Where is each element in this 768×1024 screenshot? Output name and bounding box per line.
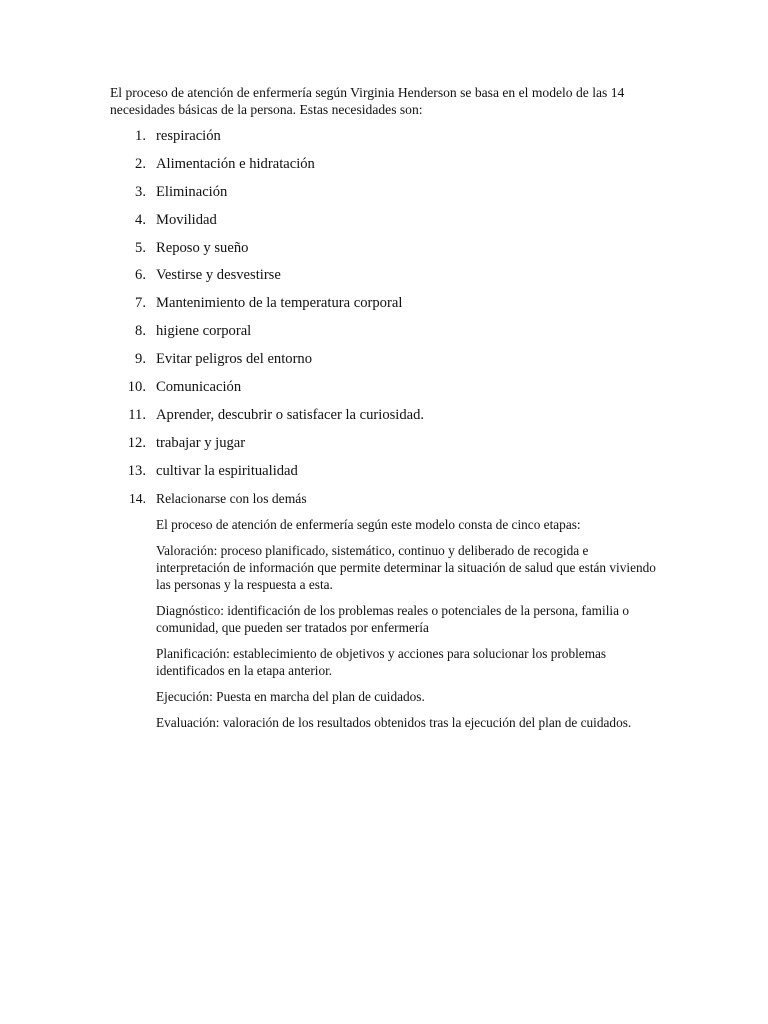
list-item <box>110 154 670 182</box>
list-item <box>110 210 670 238</box>
needs-list <box>110 126 670 516</box>
list-item-text: Aprender, descubrir o satisfacer la curiosidad. <box>156 406 425 423</box>
stage-paragraph-evaluacion: Evaluación: valoración de los resultados obtenidos tras la ejecución del plan de cuidados. <box>156 715 632 730</box>
list-item-number: 14. <box>129 490 146 506</box>
list-item-text: Eliminación <box>156 183 228 200</box>
list-item <box>110 293 670 321</box>
list-item <box>110 489 670 517</box>
list-item <box>110 182 670 210</box>
list-item-text: Alimentación e hidratación <box>156 155 315 172</box>
list-item-text: respiración <box>156 128 221 144</box>
list-item <box>110 433 670 461</box>
stage-paragraph-diagnostico: Diagnóstico: identificación de los problemas reales o potenciales de la persona, familia o comunidad, que pueden ser tratados por enfermería <box>156 603 629 635</box>
list-item-number: 11. <box>128 406 146 423</box>
list-item-number: 6. <box>135 267 146 284</box>
list-item-text: Reposo y sueño <box>156 239 249 256</box>
list-item <box>110 461 670 489</box>
stage-paragraph-ejecucion: Ejecución: Puesta en marcha del plan de cuidados. <box>156 689 425 704</box>
list-item-number: 7. <box>135 295 146 312</box>
list-item <box>110 126 670 154</box>
list-item-text: Relacionarse con los demás <box>156 490 307 506</box>
list-item <box>110 349 670 377</box>
stage-paragraph-planificacion: Planificación: establecimiento de objetivos y acciones para solucionar los problemas identificados en la etapa anterior. <box>156 646 607 678</box>
list-item-text: higiene corporal <box>156 323 252 340</box>
intro-paragraph: El proceso de atención de enfermería según Virginia Henderson se basa en el modelo de las 14 necesidades básicas de la persona. Estas necesidades son: <box>110 85 625 117</box>
list-item-number: 8. <box>135 323 146 340</box>
list-item <box>110 405 670 433</box>
list-item <box>110 238 670 266</box>
list-item-number: 1. <box>135 128 146 144</box>
list-item-number: 4. <box>135 211 146 228</box>
list-item <box>110 377 670 405</box>
list-item <box>110 321 670 349</box>
list-item-text: Vestirse y desvestirse <box>156 267 281 284</box>
list-item-number: 2. <box>135 155 146 172</box>
list-item <box>110 265 670 293</box>
list-item-number: 9. <box>135 351 146 368</box>
list-item-number: 10. <box>127 379 146 396</box>
list-item-text: Comunicación <box>156 379 242 396</box>
list-item-number: 12. <box>127 434 146 451</box>
list-item-text: Movilidad <box>156 211 217 228</box>
list-item-text: Evitar peligros del entorno <box>156 351 313 368</box>
list-item-text: Mantenimiento de la temperatura corporal <box>156 295 403 312</box>
list-item-text: cultivar la espiritualidad <box>156 462 298 479</box>
list-item-number: 5. <box>135 239 146 256</box>
stages-intro-paragraph: El proceso de atención de enfermería según este modelo consta de cinco etapas: <box>156 517 581 532</box>
list-item-number: 13. <box>127 462 146 479</box>
stages-section <box>156 516 656 740</box>
stage-paragraph-valoracion: Valoración: proceso planificado, sistemático, continuo y deliberado de recogida e interpretación de información que permite determinar la situación de salud que están viviendo las personas y la respuesta a esta. <box>156 543 656 592</box>
list-item-text: trabajar y jugar <box>156 434 246 451</box>
list-item-number: 3. <box>135 183 146 200</box>
